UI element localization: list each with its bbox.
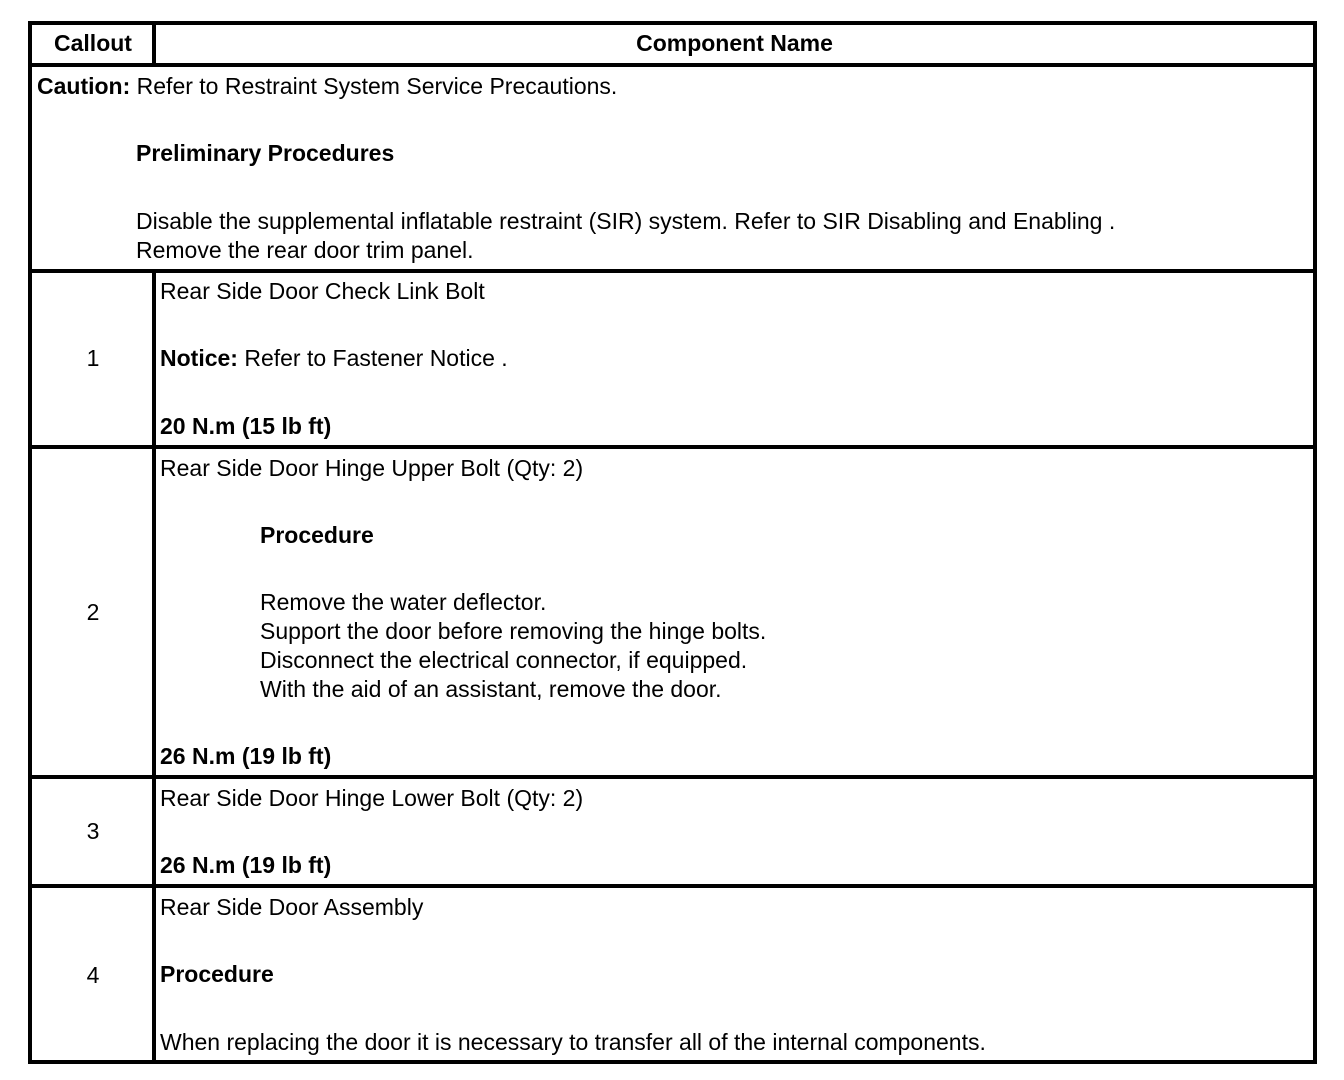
component-name-3: Rear Side Door Hinge Lower Bolt (Qty: 2) [160,785,584,811]
notice-line [160,344,508,373]
preliminary-title: Preliminary Procedures [136,140,395,166]
torque-2: 26 N.m (19 lb ft) [160,743,332,769]
procedure-text-4: When replacing the door it is necessary to transfer all of the internal components. [160,1029,986,1055]
torque-3: 26 N.m (19 lb ft) [160,852,332,878]
preliminary-step: Disable the supplemental inflatable restraint (SIR) system. Refer to SIR Disabling and Enabling . [136,208,1116,234]
callout-1: 1 [86,345,100,371]
procedure-step: With the aid of an assistant, remove the door. [260,676,722,702]
procedure-step: Remove the water deflector. [260,589,547,615]
procedure-title-2: Procedure [260,522,374,548]
callout-4: 4 [86,962,100,988]
caution-line [37,72,617,101]
row-2-rule [32,775,1313,779]
component-table [28,21,1317,1064]
preliminary-step: Remove the rear door trim panel. [136,237,474,263]
component-name-4: Rear Side Door Assembly [160,894,424,920]
notice-text: Refer to Fastener Notice . [237,345,508,371]
procedure-step: Support the door before removing the hinge bolts. [260,618,767,644]
torque-1: 20 N.m (15 lb ft) [160,413,332,439]
header-rule [32,63,1313,67]
procedure-step: Disconnect the electrical connector, if equipped. [260,647,748,673]
row-3-rule [32,884,1313,888]
caution-text: Refer to Restraint System Service Precautions. [130,73,618,99]
column-divider [152,273,156,1060]
callout-3: 3 [86,818,100,844]
component-name-1: Rear Side Door Check Link Bolt [160,278,485,304]
component-name-2: Rear Side Door Hinge Upper Bolt (Qty: 2) [160,455,584,481]
procedure-title-4: Procedure [160,961,274,987]
notice-label: Notice: [160,345,238,371]
header-callout: Callout [54,30,132,56]
caution-rule [32,269,1313,273]
caution-label: Caution: [37,73,131,99]
row-1-rule [32,445,1313,449]
header-component-name: Component Name [636,30,833,56]
callout-2: 2 [86,599,100,625]
